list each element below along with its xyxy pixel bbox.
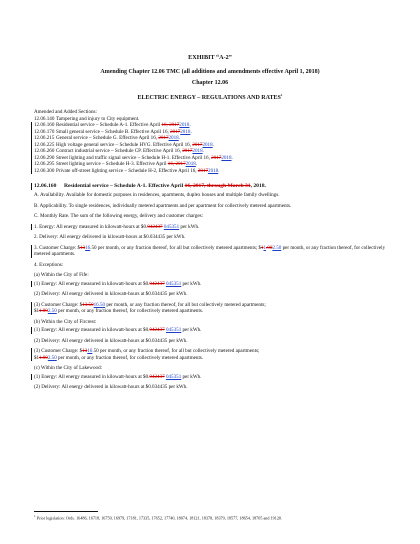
exception-energy: (1) Energy: All energy measured in kilowatt-hours at $0.042437 045351 per kWh.: [31, 374, 386, 381]
deleted-text: .00: [266, 244, 273, 251]
section-text: Street lighting service – Schedule H-3. Effective April 16, 20172018.: [56, 161, 198, 167]
exception-delivery: (2) Delivery: All energy delivered in kilowatt-hours at $0.034435 per kWh.: [34, 337, 188, 344]
deleted-text: 2017: [197, 167, 209, 174]
inserted-text: 2018: [185, 161, 196, 167]
deleted-text: 13.50: [82, 301, 94, 308]
section-160-heading: 12.06.160 Residential service – Schedule A-1. Effective April 16, 2017, through March 31, 2018.: [31, 183, 386, 190]
exception-customer: (3) Customer Charge: $13.5016.50 per month, or any fraction thereof, for all but collectively metered apartments; $11.002.50 per month, or any fraction thereof, for collectively metered apartments.: [31, 302, 386, 315]
section-rows-revised: [31, 122, 386, 174]
deleted-text: 2017: [170, 128, 181, 135]
deleted-text: 042437: [149, 373, 165, 380]
deleted-text: 13: [80, 244, 86, 251]
deleted-text: 042437: [149, 327, 165, 333]
section-text: Contract industrial service – Schedule CP. Effective April 16, 20172018.: [56, 148, 204, 154]
sections-list: [34, 109, 386, 174]
exception-energy: (1) Energy: All energy measured in kilowatt-hours at $0.042437 045351 per kWh.: [31, 281, 386, 288]
deleted-text: 16, 2017, through March 31: [184, 183, 251, 189]
section-text: Small general service – Schedule B. Effective April 16, 20172018.: [56, 128, 192, 135]
footnote-mark: 1: [34, 514, 36, 518]
section-row: [34, 168, 386, 175]
section-code: 12.06.160: [34, 183, 57, 189]
inserted-text: 045351: [165, 373, 182, 380]
inserted-text: 045351: [165, 280, 182, 287]
deleted-text: 042437: [149, 280, 165, 287]
inserted-text: 2.50: [272, 244, 282, 251]
deleted-text: 2017: [192, 141, 203, 148]
exception-delivery: (2) Delivery: All energy delivered in kilowatt-hours at $0.034435 per kWh.: [34, 291, 188, 297]
inserted-text: 16: [85, 244, 91, 251]
section-text: General service – Schedule G. Effective April 16, 20172018.: [56, 135, 180, 141]
deleted-text: 2017: [182, 148, 193, 154]
exception-city: (c) Within the City of Lakewood:: [34, 365, 103, 371]
deleted-text: 1: [261, 244, 264, 251]
section-code: 12.06.170: [34, 128, 55, 135]
exception-energy: (1) Energy: All energy measured in kilowatt-hours at $0.042437 045351 per kWh.: [31, 327, 386, 334]
inserted-text: 045351: [165, 327, 182, 333]
paragraph-availability: A. Availability. Available for domestic purposes in residences, apartments, duplex houses and multiple family dwellings.: [34, 192, 280, 198]
deleted-text: 1.00: [38, 308, 48, 314]
customer-charge: 3. Customer Charge: $1316.50 per month, or any fraction thereof, for all but collectively metered apartments; $11.002.50 per month, or any fraction thereof, for collectively metered apartments.: [31, 245, 386, 258]
paragraph-monthly-rate: C. Monthly Rate. The sum of the following energy, delivery and customer charges:: [34, 213, 204, 219]
document-title: Amending Chapter 12.06 TMC (all additions and amendments effective April 1, 2018): [100, 69, 320, 75]
section-code: 12.06.160: [34, 122, 55, 128]
deleted-text: 2017: [211, 154, 222, 161]
inserted-text: 2018: [180, 128, 191, 135]
inserted-text: 1: [263, 244, 266, 251]
inserted-text: 16: [87, 348, 93, 354]
deleted-text: 042437: [147, 223, 163, 230]
inserted-text: 2018: [202, 141, 213, 148]
footnote: [34, 514, 386, 521]
section-text: Private off-street lighting service – Schedule H-2, Effective April 16, 20172018.: [56, 167, 220, 174]
deleted-text: 16, 2017: [167, 161, 186, 167]
section-code: 12.06.300: [34, 167, 55, 174]
deleted-text: 13: [82, 348, 88, 354]
exception-delivery: (2) Delivery: All energy delivered in kilowatt-hours at $0.034435 per kWh.: [34, 384, 188, 390]
sections-heading: Amended and Added Sections:: [34, 109, 97, 115]
section-code: 12.06.215: [34, 135, 55, 141]
footnote-text: Prior legislation: Ords. 16486, 16718, 16759, 16979, 17181, 17335, 17652, 17740, 18074, 18121, 18378, 18379, 18577, 18654, 18705 and 19120.: [35, 515, 283, 521]
exhibit-label: EXHIBIT “A-2”: [188, 54, 232, 61]
inserted-text: 2018: [192, 148, 203, 154]
footnote-divider: [34, 511, 98, 512]
chapter-label: Chapter 12.06: [191, 80, 229, 86]
section-text: Street lighting and traffic signal service – Schedule H-1. Effective April 16, 20172018.: [56, 154, 233, 161]
section-160: [34, 183, 386, 391]
section-text: Tampering and injury to City equipment.: [56, 115, 140, 122]
section-code: 12.06.295: [34, 161, 55, 167]
section-code: 12.06.260: [34, 148, 55, 154]
exception-city: (b) Within the City of Fircrest:: [34, 318, 97, 325]
inserted-text: 2.50: [47, 354, 57, 361]
inserted-text: 2018: [168, 135, 179, 141]
section-text: Residential service – Schedule A-1. Effective April 16, 20172018.: [56, 122, 191, 128]
inserted-text: 2.50: [47, 308, 57, 314]
energy-charge: 1. Energy: All energy measured in kilowatt-hours at $0.042437 045351 per kWh.: [31, 224, 386, 231]
section-code: 12.06.225: [34, 141, 55, 148]
inserted-text: 2018: [208, 167, 219, 174]
inserted-text: 2018: [179, 122, 190, 128]
footnote-ref: 1: [280, 93, 283, 97]
section-code: 12.06.140: [34, 115, 55, 122]
section-code: 12.06.290: [34, 154, 55, 161]
inserted-text: 16.50: [93, 301, 106, 308]
chapter-subtitle: ELECTRIC ENERGY – REGULATIONS AND RATES$^1$: [137, 93, 283, 101]
exceptions-heading: 4. Exceptions:: [34, 261, 64, 268]
inserted-text: 045351: [163, 223, 180, 230]
section-text: High voltage general service – Schedule HVG. Effective April 16, 20172018.: [56, 141, 214, 148]
deleted-text: 1.00: [38, 354, 48, 361]
deleted-text: 2017: [158, 135, 169, 141]
paragraph-applicability: B. Applicability. To single residences, individually metered apartments and per apartment for collectively metered apartments.: [34, 202, 292, 209]
delivery-charge: 2. Delivery: All energy delivered in kilowatt-hours at $0.034435 per kWh.: [34, 234, 186, 240]
exception-city: (a) Within the City of Fife:: [34, 272, 89, 278]
inserted-text: 2018: [221, 154, 232, 161]
deleted-text: 16, 2017: [161, 122, 180, 128]
exception-customer: (3) Customer Charge: $1316.50 per month, or any fraction thereof, for all but collectively metered apartments; $11.002.50 per month, or any fraction thereof, for collectively metered apartments.: [31, 348, 386, 361]
